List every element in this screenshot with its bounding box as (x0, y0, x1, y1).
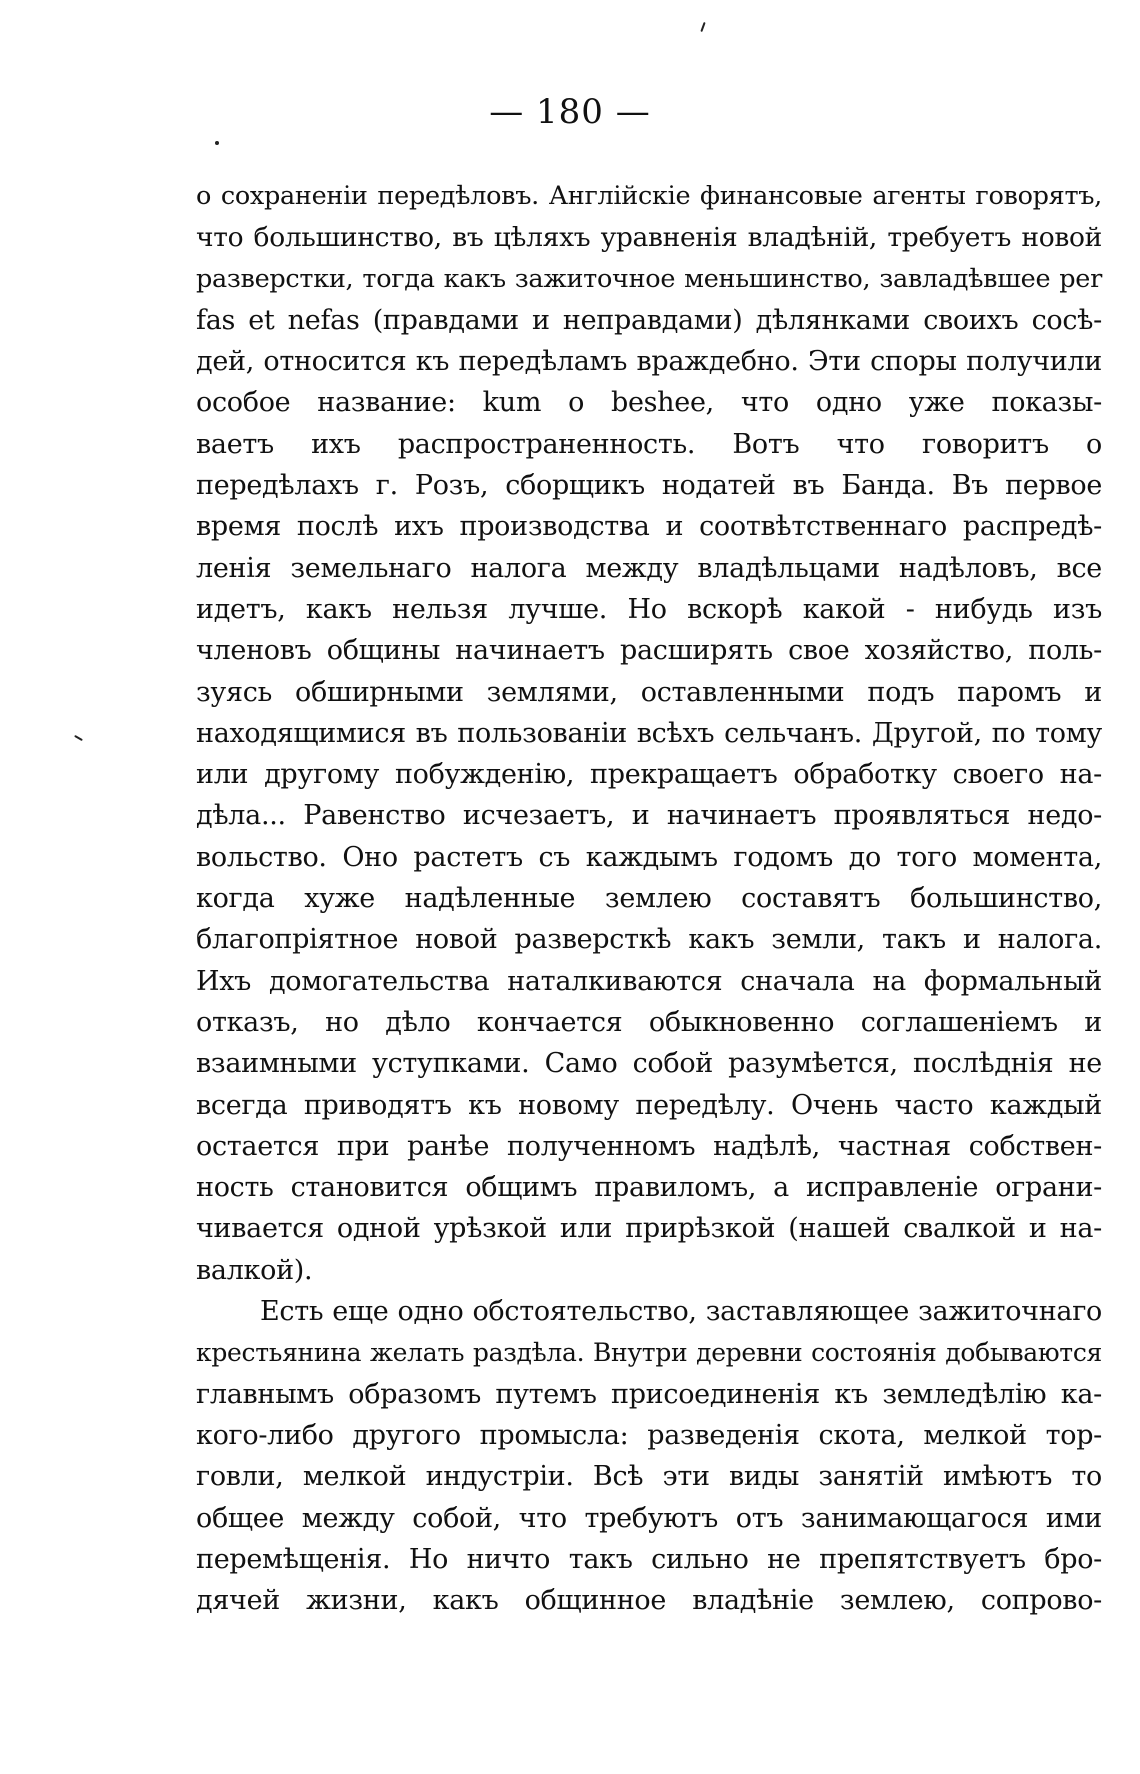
text-line: зуясь обширными землями, оставленными подъ паромъ и (196, 676, 1102, 708)
text-line: благопріятное новой разверсткѣ какъ земли, такъ и налога. (196, 924, 1102, 956)
text-line: отказъ, но дѣло кончается обыкновенно соглашеніемъ и (196, 1006, 1102, 1038)
text-line: дячей жизни, какъ общинное владѣніе землею, сопрово- (196, 1585, 1102, 1617)
text-line: валкой). (196, 1254, 313, 1286)
scan-speck (74, 735, 83, 741)
text-line: дей, относится къ передѣламъ враждебно. Эти споры получили (196, 346, 1102, 378)
text-line: особое название: kum o beshee, что одно уже показы- (196, 387, 1102, 419)
text-line: fas et nefas (правдами и неправдами) дѣлянками своихъ сосѣ- (196, 304, 1102, 336)
text-line: членовъ общины начинаетъ расширять свое хозяйство, поль- (196, 635, 1102, 667)
text-line: о сохраненіи передѣловъ. Англійскіе финансовые агенты говорятъ, (196, 181, 1102, 211)
page-number: — 180 — (489, 92, 651, 132)
text-line: находящимися въ пользованіи всѣхъ сельчанъ. Другой, по тому (196, 717, 1102, 749)
text-line: Есть еще одно обстоятельство, заставляющее зажиточнаго (260, 1296, 1102, 1328)
text-line: остается при ранѣе полученномъ надѣлѣ, частная собствен- (196, 1130, 1102, 1162)
text-line: идетъ, какъ нельзя лучше. Но вскорѣ какой - нибудь изъ (196, 593, 1102, 625)
paragraph-1 (196, 176, 1102, 1291)
text-line: Ихъ домогательства наталкиваются сначала на формальный (196, 965, 1102, 997)
text-line: или другому побужденію, прекращаетъ обработку своего на- (196, 759, 1102, 791)
text-line: разверстки, тогда какъ зажиточное меньшинство, завладѣвшее per (196, 263, 1102, 294)
text-line: что большинство, въ цѣляхъ уравненія владѣній, требуетъ новой (196, 222, 1102, 254)
paragraph-2 (196, 1291, 1102, 1621)
text-line: время послѣ ихъ производства и соотвѣтственнаго распредѣ- (196, 511, 1102, 543)
text-line: ность становится общимъ правиломъ, а исправленіе ограни- (196, 1172, 1102, 1204)
text-line: говли, мелкой индустріи. Всѣ эти виды занятій имѣютъ то (196, 1461, 1102, 1493)
text-line: вольство. Оно растетъ съ каждымъ годомъ до того момента, (196, 841, 1102, 873)
scan-speck (215, 141, 219, 145)
text-line: перемѣщенія. Но ничто такъ сильно не препятствуетъ бро- (196, 1543, 1102, 1575)
text-line: дѣла... Равенство исчезаетъ, и начинаетъ проявляться недо- (196, 800, 1102, 832)
text-line: главнымъ образомъ путемъ присоединенія къ земледѣлію ка- (196, 1378, 1102, 1410)
text-line: кого-либо другого промысла: разведенія скота, мелкой тор- (196, 1419, 1102, 1451)
text-line: общее между собой, что требуютъ отъ занимающагося ими (196, 1502, 1102, 1534)
text-line: ваетъ ихъ распространенность. Вотъ что говоритъ о (196, 428, 1102, 460)
text-line: чивается одной урѣзкой или прирѣзкой (нашей свалкой и на- (196, 1213, 1102, 1245)
text-line: ленія земельнаго налога между владѣльцами надѣловъ, все (196, 552, 1102, 584)
body-text (196, 176, 1102, 1621)
text-line: всегда приводятъ къ новому передѣлу. Очень часто каждый (196, 1089, 1102, 1121)
text-line: крестьянина желать раздѣла. Внутри деревни состоянія добываются (196, 1338, 1102, 1368)
text-line: передѣлахъ г. Розъ, сборщикъ нодатей въ Банда. Въ первое (196, 470, 1102, 502)
scan-speck (700, 22, 705, 32)
text-line: взаимными уступками. Само собой разумѣется, послѣднія не (196, 1048, 1102, 1080)
text-line: когда хуже надѣленные землею составятъ большинство, (196, 883, 1102, 915)
